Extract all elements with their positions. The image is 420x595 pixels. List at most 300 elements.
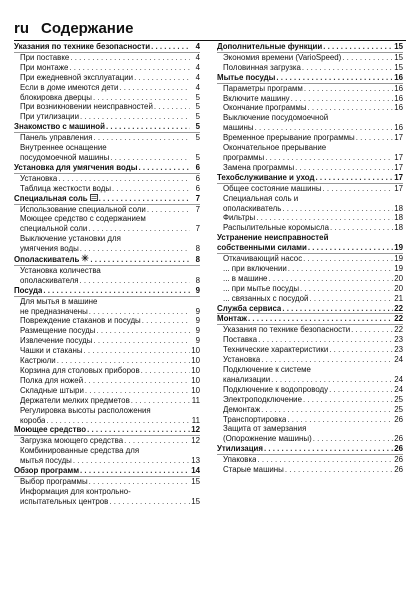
toc-entry[interactable] bbox=[14, 336, 200, 346]
toc-page-number: 22 bbox=[394, 314, 403, 324]
toc-page-number: 22 bbox=[394, 325, 403, 335]
dot-leader bbox=[281, 204, 393, 214]
language-code: ru bbox=[14, 20, 29, 37]
toc-title-text: Установка bbox=[20, 173, 58, 183]
dot-leader bbox=[109, 153, 190, 163]
toc-page-number: 9 bbox=[195, 326, 200, 336]
dot-leader bbox=[111, 184, 190, 194]
toc-page-number: 5 bbox=[195, 112, 200, 122]
dot-leader bbox=[105, 122, 190, 132]
dot-leader bbox=[42, 286, 190, 296]
toc-entry-row bbox=[223, 123, 403, 133]
toc-entry[interactable] bbox=[217, 395, 403, 405]
toc-title-text: Временное прерывание программы bbox=[223, 133, 355, 143]
toc-entry[interactable] bbox=[217, 223, 403, 233]
toc-title-text: Упаковка bbox=[223, 455, 257, 465]
toc-entry[interactable] bbox=[217, 365, 403, 385]
dot-leader bbox=[153, 102, 190, 112]
header-rule bbox=[14, 40, 406, 41]
toc-entry[interactable] bbox=[14, 356, 200, 366]
toc-page-number: 9 bbox=[195, 306, 200, 316]
toc-page-number: 26 bbox=[394, 465, 403, 475]
toc-entry-title bbox=[20, 366, 140, 376]
toc-entry-title bbox=[223, 284, 299, 294]
dot-leader bbox=[302, 254, 393, 264]
toc-page-number: 23 bbox=[394, 345, 403, 355]
toc-entry[interactable] bbox=[217, 184, 403, 194]
toc-page-number: 15 bbox=[191, 496, 200, 506]
toc-entry[interactable] bbox=[217, 424, 403, 444]
toc-section[interactable] bbox=[14, 194, 200, 204]
toc-entry[interactable] bbox=[217, 264, 403, 274]
toc-title-text: Монтаж bbox=[217, 314, 248, 324]
toc-page-number: 7 bbox=[195, 224, 200, 234]
dot-leader bbox=[256, 455, 393, 465]
toc-section-title bbox=[14, 425, 86, 435]
toc-entry-title bbox=[223, 345, 328, 355]
toc-section[interactable] bbox=[14, 254, 200, 265]
toc-title-text: Дополнительные функции bbox=[217, 42, 323, 51]
toc-entry-title bbox=[20, 93, 92, 103]
toc-page-number: 26 bbox=[394, 444, 403, 454]
toc-title-text: Откачивающий насос bbox=[223, 254, 303, 264]
toc-title-text: Полка для ножей bbox=[20, 375, 84, 385]
toc-title-text: Электроподключение bbox=[223, 394, 302, 404]
toc-title-text: Общее состояние машины bbox=[223, 183, 322, 193]
toc-page-number: 16 bbox=[394, 123, 403, 133]
toc-title-text: Техобслуживание и уход bbox=[217, 172, 315, 182]
toc-page-number: 19 bbox=[394, 263, 403, 273]
toc-title-text: При возникновении неисправностей bbox=[20, 102, 153, 112]
toc-entry-title bbox=[223, 103, 307, 113]
dot-leader bbox=[294, 163, 393, 173]
toc-entry[interactable] bbox=[217, 233, 403, 253]
toc-page-number: 8 bbox=[195, 275, 200, 285]
toc-entry[interactable] bbox=[217, 63, 403, 73]
toc-page-number: 4 bbox=[195, 62, 200, 72]
dot-leader bbox=[263, 444, 393, 454]
toc-title-text: Посуда bbox=[14, 285, 43, 295]
toc-entry[interactable] bbox=[217, 335, 403, 345]
toc-entry[interactable] bbox=[14, 73, 200, 83]
toc-section-title bbox=[217, 444, 263, 454]
toc-title-text: Использование специальной соли bbox=[20, 204, 146, 214]
dot-leader bbox=[247, 314, 393, 324]
toc-page-number: 9 bbox=[195, 285, 200, 295]
toc-entry[interactable] bbox=[217, 284, 403, 294]
dot-leader bbox=[355, 133, 393, 143]
toc-entry[interactable] bbox=[217, 103, 403, 113]
dot-leader bbox=[146, 205, 190, 215]
toc-entry-title bbox=[223, 84, 303, 94]
toc-page-number: 18 bbox=[394, 223, 403, 233]
toc-page-number: 18 bbox=[394, 203, 403, 213]
toc-entry-title-line: Подключение к системе bbox=[223, 365, 311, 374]
toc-title-text: Обзор программ bbox=[14, 466, 80, 476]
toc-entry[interactable] bbox=[217, 294, 403, 304]
dot-leader bbox=[95, 326, 190, 336]
toc-title-text: Поставка bbox=[223, 335, 258, 345]
toc-entry-title-line: Для мытья в машине bbox=[20, 296, 98, 306]
toc-title-text: Складные штыри bbox=[20, 385, 84, 395]
toc-title-text: Параметры программ bbox=[223, 83, 303, 93]
toc-entry[interactable] bbox=[217, 94, 403, 104]
toc-title-text: Подключение к водопроводу bbox=[223, 384, 329, 394]
toc-title-text: При ежедневной эксплуатации bbox=[20, 72, 134, 82]
toc-entry-title bbox=[20, 346, 83, 356]
dot-leader bbox=[315, 173, 394, 183]
toc-entry[interactable] bbox=[14, 477, 200, 487]
toc-entry-row bbox=[20, 497, 200, 507]
toc-page-number: 11 bbox=[191, 415, 200, 425]
toc-entry[interactable] bbox=[14, 316, 200, 326]
toc-page-number: 4 bbox=[195, 52, 200, 62]
dot-leader bbox=[301, 63, 393, 73]
toc-title-text: Транспортировка bbox=[223, 414, 287, 424]
toc-entry-title: испытательных центров bbox=[20, 496, 109, 506]
dot-leader bbox=[275, 73, 393, 83]
dot-leader bbox=[118, 83, 190, 93]
dot-leader bbox=[83, 376, 190, 386]
toc-section-title bbox=[217, 42, 322, 52]
toc-entry-title: мытья посуды bbox=[20, 456, 72, 466]
toc-entry[interactable] bbox=[14, 487, 200, 507]
toc-page-number: 5 bbox=[195, 102, 200, 112]
toc-entry-title-line: Выключение установки для bbox=[20, 234, 121, 244]
toc-entry-title: не предназначены bbox=[20, 306, 88, 316]
dot-leader bbox=[133, 73, 190, 83]
dot-leader bbox=[255, 213, 393, 223]
toc-section[interactable] bbox=[14, 122, 200, 132]
toc-entry[interactable] bbox=[217, 84, 403, 94]
toc-title-text: Корзина для столовых приборов bbox=[20, 366, 140, 375]
toc-entry-title bbox=[20, 184, 111, 194]
toc-entry[interactable] bbox=[14, 234, 200, 254]
toc-page-number: 15 bbox=[394, 62, 403, 72]
toc-title-text: Служба сервиса bbox=[217, 303, 282, 313]
toc-entry-title bbox=[20, 73, 133, 83]
toc-entry[interactable] bbox=[14, 366, 200, 376]
toc-entry[interactable] bbox=[14, 143, 200, 163]
toc-title-text: Фильтры bbox=[223, 213, 256, 223]
toc-page-number: 5 bbox=[195, 152, 200, 162]
toc-entry-title bbox=[20, 376, 83, 386]
toc-section[interactable] bbox=[14, 42, 200, 52]
toc-entry-row bbox=[217, 243, 403, 253]
toc-page-number: 16 bbox=[394, 93, 403, 103]
toc-page-number: 6 bbox=[195, 183, 200, 193]
toc-entry[interactable] bbox=[14, 266, 200, 286]
toc-entry[interactable] bbox=[217, 405, 403, 415]
toc-title-text: Утилизация bbox=[217, 444, 263, 454]
toc-page-number: 8 bbox=[195, 255, 200, 265]
toc-entry-title-line: Выключение посудомоечной bbox=[223, 113, 329, 123]
toc-entry-row bbox=[223, 153, 403, 163]
toc-entry-row bbox=[223, 204, 403, 214]
toc-entry[interactable] bbox=[217, 53, 403, 63]
toc-page-number: 10 bbox=[191, 385, 200, 395]
toc-section-title bbox=[14, 163, 137, 173]
toc-page-number: 24 bbox=[394, 374, 403, 384]
toc-page-number: 25 bbox=[394, 404, 403, 414]
toc-entry[interactable] bbox=[217, 274, 403, 284]
toc-section-title bbox=[14, 286, 42, 296]
toc-entry-title-line: Комбинированные средства для bbox=[20, 446, 140, 456]
toc-title-text: Держатели мелких предметов bbox=[20, 395, 130, 405]
toc-title-text: Распылительные коромысла bbox=[223, 223, 330, 233]
toc-entry-title bbox=[223, 385, 328, 395]
toc-title-text: блокировка дверцы bbox=[20, 92, 92, 102]
toc-title-text: При поставке bbox=[20, 52, 70, 62]
toc-entry-title bbox=[223, 294, 308, 304]
toc-page-number: 20 bbox=[394, 273, 403, 283]
toc-title-text: ... при включении bbox=[223, 263, 287, 273]
page-title: Содержание bbox=[41, 20, 134, 37]
toc-entry[interactable] bbox=[14, 93, 200, 103]
toc-page-number: 4 bbox=[195, 72, 200, 82]
toc-entry[interactable] bbox=[217, 143, 403, 163]
toc-entry-title: посудомоечной машины bbox=[20, 152, 110, 162]
toc-entry-title: программы bbox=[223, 152, 265, 162]
toc-entry-title bbox=[223, 335, 257, 345]
toc-entry[interactable] bbox=[14, 376, 200, 386]
toc-entry-title: канализации bbox=[223, 374, 271, 384]
toc-page-number: 17 bbox=[394, 152, 403, 162]
toc-page-number: 7 bbox=[195, 193, 200, 203]
toc-page-number: 10 bbox=[191, 366, 200, 375]
toc-entry-title: ополаскивателя bbox=[20, 275, 79, 285]
toc-entry[interactable] bbox=[14, 326, 200, 336]
toc-page-number: 17 bbox=[394, 172, 403, 182]
toc-entry-title bbox=[223, 184, 322, 194]
toc-entry-title bbox=[20, 133, 93, 143]
dot-leader bbox=[254, 123, 393, 133]
toc-page-number: 7 bbox=[195, 204, 200, 214]
toc-entry-title bbox=[223, 63, 301, 73]
toc-entry-title bbox=[223, 53, 341, 63]
toc-page-number: 4 bbox=[195, 82, 200, 92]
toc-entry[interactable] bbox=[14, 53, 200, 63]
toc-page-number: 25 bbox=[394, 394, 403, 404]
toc-entry-title bbox=[20, 112, 79, 122]
toc-entry[interactable] bbox=[14, 346, 200, 356]
toc-entry[interactable] bbox=[14, 205, 200, 215]
toc-title-text: ... связанных с посудой bbox=[223, 293, 309, 303]
toc-title-text: Чашки и стаканы bbox=[20, 346, 83, 356]
toc-section[interactable] bbox=[217, 304, 403, 314]
toc-section-title bbox=[14, 42, 150, 52]
salt-icon bbox=[90, 194, 98, 201]
toc-entry-title-line: Информация для контрольно- bbox=[20, 486, 131, 496]
dot-leader bbox=[322, 184, 393, 194]
toc-title-text: Экономия времени (VarioSpeed) bbox=[223, 52, 342, 62]
toc-entry-row bbox=[20, 416, 200, 426]
toc-entry[interactable] bbox=[217, 213, 403, 223]
toc-entry-title bbox=[223, 223, 329, 233]
toc-title-text: Замена программы bbox=[223, 162, 295, 172]
dot-leader bbox=[92, 93, 190, 103]
toc-entry[interactable] bbox=[14, 112, 200, 122]
dot-leader bbox=[92, 336, 190, 346]
toc-entry-title bbox=[223, 274, 267, 284]
dot-leader bbox=[89, 255, 190, 265]
toc-page-number: 26 bbox=[394, 455, 403, 465]
toc-section-title bbox=[217, 173, 315, 183]
toc-entry-title bbox=[20, 63, 68, 73]
toc-entry[interactable] bbox=[217, 385, 403, 395]
toc-entry[interactable] bbox=[217, 113, 403, 133]
toc-page-number: 9 bbox=[195, 316, 200, 326]
toc-page-number: 16 bbox=[394, 72, 403, 82]
toc-page-number: 10 bbox=[191, 346, 200, 356]
toc-page-number: 6 bbox=[195, 162, 200, 172]
toc-entry-title bbox=[223, 355, 260, 365]
toc-title-text: Мытье посуды bbox=[217, 72, 276, 82]
dot-leader bbox=[328, 385, 393, 395]
toc-entry-title bbox=[223, 163, 294, 173]
toc-section[interactable] bbox=[217, 314, 403, 324]
dot-leader bbox=[79, 244, 190, 254]
toc-entry-title-line: Специальная соль и bbox=[223, 193, 299, 203]
toc-title-text: Старые машины bbox=[223, 465, 284, 475]
toc-entry[interactable] bbox=[14, 436, 200, 446]
toc-entry-title bbox=[223, 213, 255, 223]
dot-leader bbox=[257, 335, 393, 345]
toc-page-number: 17 bbox=[394, 183, 403, 193]
toc-entry-title bbox=[20, 174, 57, 184]
toc-section[interactable] bbox=[217, 42, 403, 52]
toc-section[interactable] bbox=[14, 466, 200, 476]
toc-title-text: Знакомство с машиной bbox=[14, 122, 105, 132]
dot-leader bbox=[267, 274, 393, 284]
dot-leader bbox=[45, 416, 190, 426]
dot-leader bbox=[350, 325, 393, 335]
toc-entry[interactable] bbox=[14, 446, 200, 466]
toc-entry-title-line: Защита от замерзания bbox=[223, 424, 307, 434]
dot-leader bbox=[328, 345, 393, 355]
toc-entry[interactable] bbox=[14, 174, 200, 184]
toc-entry-title bbox=[223, 465, 284, 475]
toc-entry[interactable] bbox=[217, 465, 403, 475]
toc-title-text: Включите машину bbox=[223, 93, 290, 103]
toc-entry-row bbox=[20, 153, 200, 163]
toc-entry-title-line: Окончательное прерывание bbox=[223, 143, 327, 153]
toc-entry[interactable] bbox=[217, 325, 403, 335]
dot-leader bbox=[83, 346, 190, 356]
toc-entry-title: ополаскиватель bbox=[223, 203, 282, 213]
toc-entry-row bbox=[20, 276, 200, 286]
dot-leader bbox=[108, 497, 190, 507]
dot-leader bbox=[307, 103, 394, 113]
toc-title-text: ... при мытье посуды bbox=[223, 283, 299, 293]
toc-entry-title bbox=[20, 83, 118, 93]
rinse-aid-icon bbox=[81, 254, 89, 261]
dot-leader bbox=[264, 153, 393, 163]
toc-entry[interactable] bbox=[14, 297, 200, 317]
dot-leader bbox=[57, 174, 190, 184]
toc-entry-title-line: Моющее средство с содержанием bbox=[20, 214, 146, 224]
toc-page-number: 22 bbox=[394, 303, 403, 313]
toc-entry-title bbox=[223, 415, 286, 425]
dot-leader bbox=[322, 42, 393, 52]
toc-title-text: Таблица жесткости воды bbox=[20, 183, 112, 193]
toc-entry[interactable] bbox=[217, 163, 403, 173]
toc-section-title bbox=[217, 314, 247, 324]
dot-leader bbox=[260, 405, 393, 415]
toc-entry[interactable] bbox=[217, 194, 403, 214]
toc-title-text: Демонтаж bbox=[223, 404, 261, 414]
toc-page-number: 5 bbox=[195, 92, 200, 102]
dot-leader bbox=[303, 84, 393, 94]
toc-entry[interactable] bbox=[14, 396, 200, 406]
toc-entry-title bbox=[20, 316, 141, 326]
toc-entry[interactable] bbox=[14, 214, 200, 234]
toc-title-text: Ополаскиватель bbox=[14, 255, 80, 265]
toc-entry-title bbox=[223, 94, 290, 104]
toc-section[interactable] bbox=[14, 286, 200, 296]
toc-entry[interactable] bbox=[217, 355, 403, 365]
dot-leader bbox=[130, 396, 190, 406]
dot-leader bbox=[290, 94, 393, 104]
dot-leader bbox=[308, 294, 393, 304]
dot-leader bbox=[79, 276, 190, 286]
toc-section[interactable] bbox=[14, 163, 200, 173]
toc-entry[interactable] bbox=[217, 345, 403, 355]
dot-leader bbox=[79, 112, 190, 122]
toc-entry[interactable] bbox=[14, 63, 200, 73]
toc-header bbox=[14, 20, 133, 37]
toc-entry-title-line: Внутреннее оснащение bbox=[20, 143, 107, 153]
toc-page-number: 15 bbox=[394, 42, 403, 51]
toc-entry[interactable] bbox=[14, 133, 200, 143]
toc-entry[interactable] bbox=[217, 254, 403, 264]
toc-entry[interactable] bbox=[14, 406, 200, 426]
toc-title-text: Окончание программы bbox=[223, 103, 307, 113]
toc-title-text: Размещение посуды bbox=[20, 326, 96, 336]
toc-entry-title bbox=[20, 386, 84, 396]
toc-title-text: Половинная загрузка bbox=[223, 62, 301, 72]
toc-entry[interactable] bbox=[14, 83, 200, 93]
dot-leader bbox=[270, 375, 393, 385]
toc-entry-title bbox=[20, 356, 56, 366]
toc-entry-title-line: Устранение неисправностей bbox=[217, 233, 329, 243]
toc-entry-title bbox=[223, 325, 350, 335]
toc-entry[interactable] bbox=[14, 102, 200, 112]
toc-entry[interactable] bbox=[217, 133, 403, 143]
toc-title-text: Выбор программы bbox=[20, 476, 88, 486]
dot-leader bbox=[84, 386, 190, 396]
toc-page-number: 5 bbox=[195, 133, 200, 143]
dot-leader bbox=[123, 436, 190, 446]
toc-section[interactable] bbox=[14, 425, 200, 435]
toc-title-text: Если в доме имеются дети bbox=[20, 82, 119, 92]
toc-entry-title bbox=[223, 254, 302, 264]
toc-entry[interactable] bbox=[217, 415, 403, 425]
toc-entry-title bbox=[223, 264, 287, 274]
toc-section[interactable] bbox=[217, 173, 403, 183]
toc-entry-title bbox=[20, 396, 130, 406]
toc-entry-row bbox=[20, 307, 200, 317]
toc-page-number: 21 bbox=[394, 293, 403, 303]
toc-entry-title bbox=[20, 326, 95, 336]
toc-entry-title: умягчения воды bbox=[20, 244, 79, 254]
toc-entry[interactable] bbox=[217, 455, 403, 465]
toc-section[interactable] bbox=[217, 73, 403, 83]
toc-entry[interactable] bbox=[14, 386, 200, 396]
toc-section[interactable] bbox=[217, 444, 403, 454]
toc-entry[interactable] bbox=[14, 184, 200, 194]
toc-page-number: 11 bbox=[191, 395, 200, 405]
